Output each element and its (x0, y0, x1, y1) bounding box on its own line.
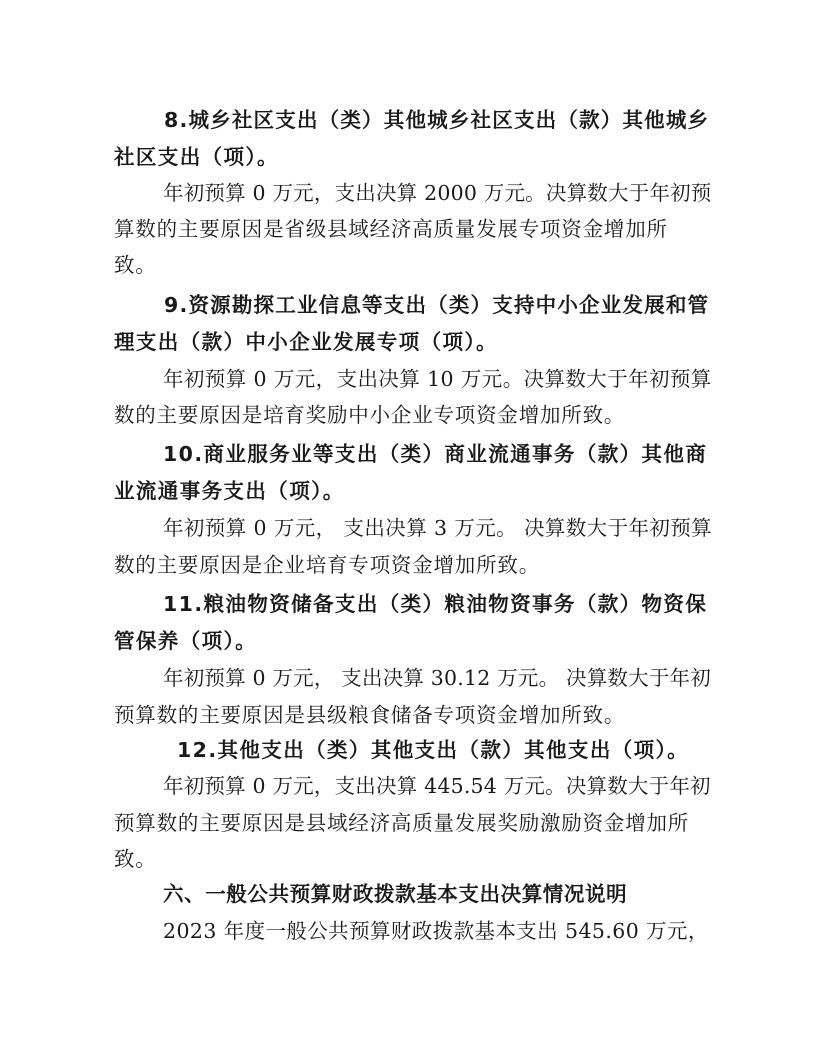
section-8-heading-line-1: 8.城乡社区支出（类）其他城乡社区支出（款）其他城乡 (164, 108, 710, 132)
section-11-body-line-1: 年初预算 0 万元， 支出决算 30.12 万元。 决算数大于年初 (163, 666, 711, 690)
section-10-heading-line-2: 业流通事务支出（项）。 (114, 479, 345, 503)
section-8-body-line-2: 算数的主要原因是省级县域经济高质量发展专项资金增加所 (114, 217, 668, 241)
section-12-body-line-1: 年初预算 0 万元，支出决算 445.54 万元。决算数大于年初 (163, 774, 711, 798)
section-8-heading-line-2: 社区支出（项）。 (114, 145, 279, 169)
section-10-heading-line-1: 10.商业服务业等支出（类）商业流通事务（款）其他商 (163, 442, 708, 466)
chapter-6-body-line-1: 2023 年度一般公共预算财政拨款基本支出 545.60 万元， (163, 919, 709, 943)
section-10-body-line-2: 数的主要原因是企业培育专项资金增加所致。 (114, 553, 540, 577)
section-11-heading-line-1: 11.粮油物资储备支出（类）粮油物资事务（款）物资保 (163, 592, 708, 616)
section-12-body-line-2: 预算数的主要原因是县域经济高质量发展奖励激励资金增加所 (114, 811, 690, 835)
section-11-heading-line-2: 管保养（项）。 (114, 629, 258, 653)
section-11-body-line-2: 预算数的主要原因是县级粮食储备专项资金增加所致。 (114, 703, 626, 727)
section-9-body-line-2: 数的主要原因是培育奖励中小企业专项资金增加所致。 (114, 403, 626, 427)
section-9-body-line-1: 年初预算 0 万元，支出决算 10 万元。决算数大于年初预算 (163, 367, 712, 391)
section-8-body-line-1: 年初预算 0 万元，支出决算 2000 万元。决算数大于年初预 (163, 181, 712, 205)
section-12-body-line-3: 致。 (114, 847, 157, 871)
section-8-body-line-3: 致。 (114, 253, 157, 277)
section-12-heading-line-1: 12.其他支出（类）其他支出（款）其他支出（项）。 (177, 738, 690, 762)
section-9-heading-line-1: 9.资源勘探工业信息等支出（类）支持中小企业发展和管 (164, 293, 710, 317)
chapter-6-heading: 六、一般公共预算财政拨款基本支出决算情况说明 (163, 882, 628, 906)
section-9-heading-line-2: 理支出（款）中小企业发展专项（项）。 (114, 330, 498, 354)
section-10-body-line-1: 年初预算 0 万元， 支出决算 3 万元。 决算数大于年初预算 (163, 516, 713, 540)
